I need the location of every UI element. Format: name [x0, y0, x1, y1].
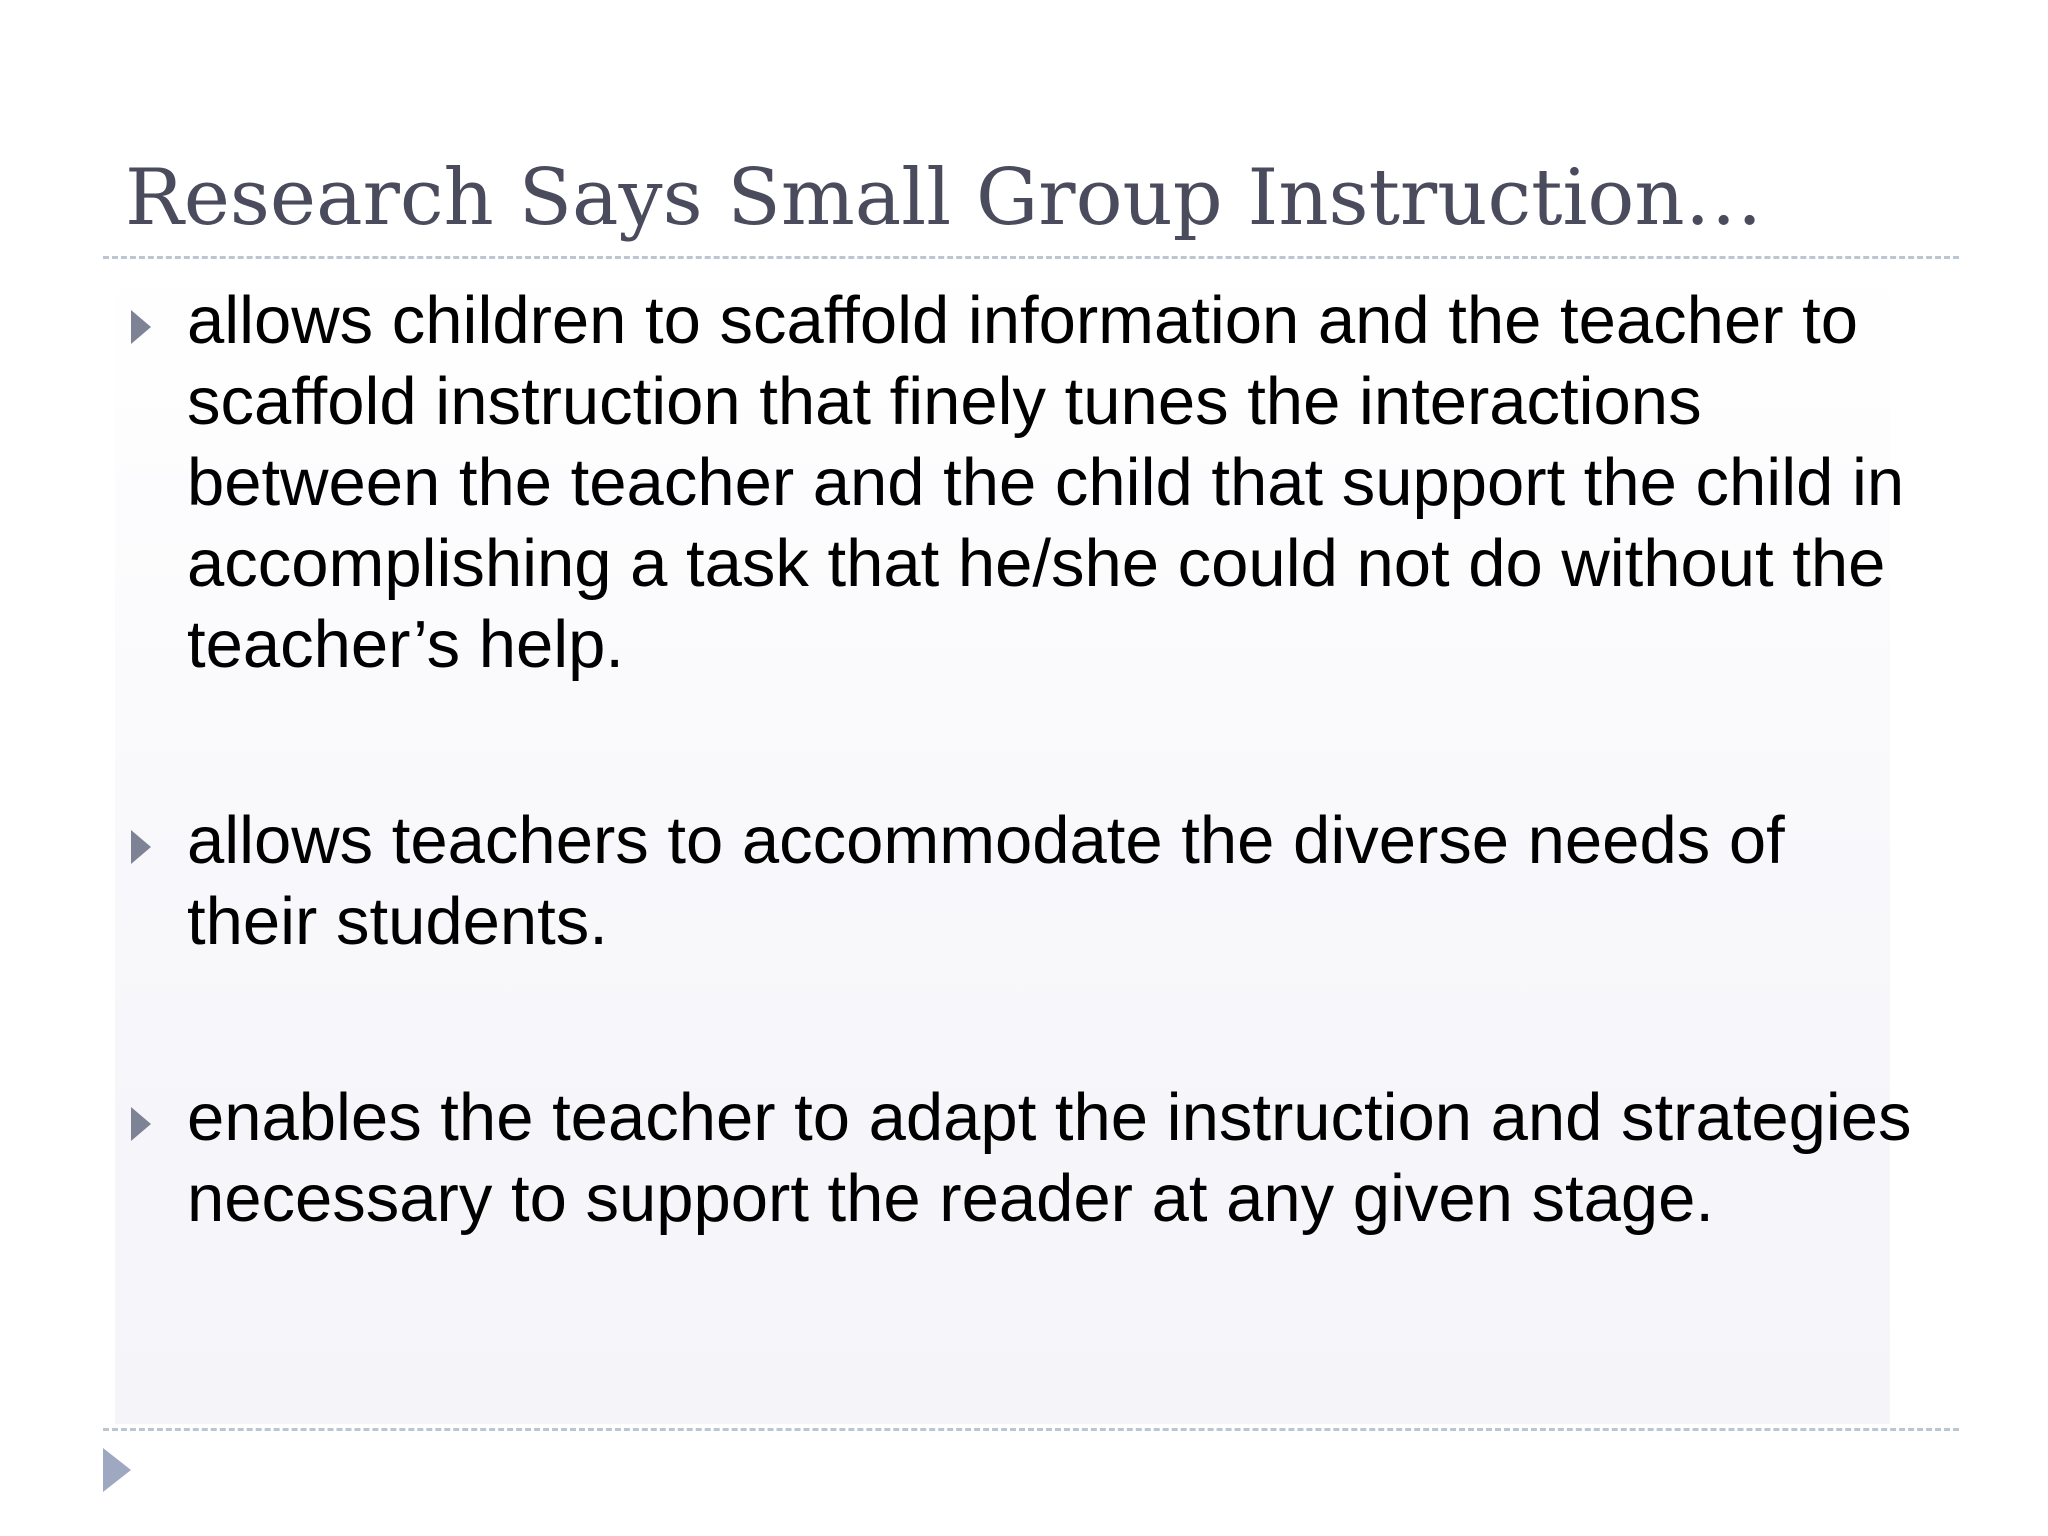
- bullet-text: allows children to scaffold information and the teacher to scaffold instruction that finely tunes the interactions between the teacher and the child that support the child in accomplishing a task that he/she could not do without the teacher’s help.: [187, 283, 1905, 682]
- title-divider: [103, 256, 1959, 259]
- triangle-corner-icon: [103, 1448, 131, 1492]
- triangle-bullet-icon: [131, 830, 151, 864]
- footer-divider: [103, 1428, 1959, 1431]
- slide-title: Research Says Small Group Instruction…: [125, 153, 1763, 243]
- triangle-bullet-icon: [131, 310, 151, 344]
- bullet-text: enables the teacher to adapt the instruction and strategies necessary to support the reader at any given stage.: [187, 1080, 1912, 1236]
- bullet-text: allows teachers to accommodate the diverse needs of their students.: [187, 803, 1785, 959]
- triangle-bullet-icon: [131, 1107, 151, 1141]
